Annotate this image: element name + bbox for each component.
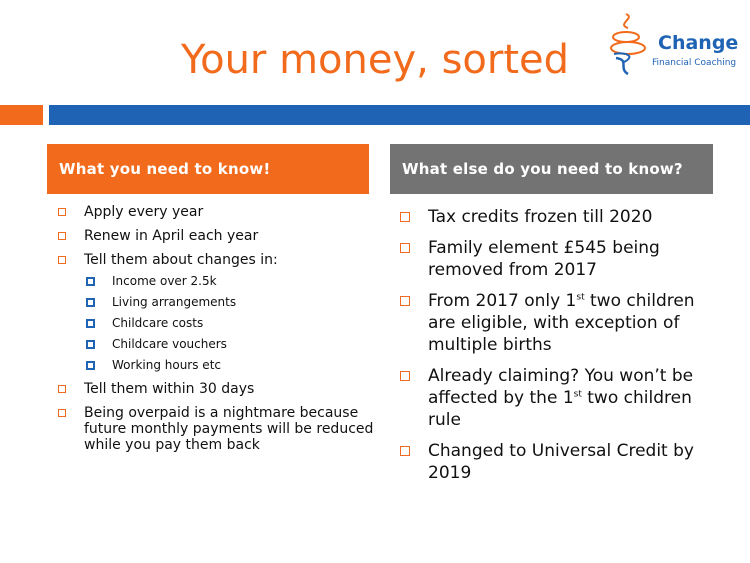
- sub-list-item-text: Living arrangements: [112, 295, 237, 309]
- list-item-text: Being overpaid is a nightmare because future monthly payments will be reduced while you pay them back: [84, 405, 374, 453]
- sub-bullet-list: [84, 274, 378, 373]
- slide-title: Your money, sorted: [180, 37, 570, 83]
- left-bullet-list: [58, 204, 378, 461]
- text-part: two children rule: [428, 388, 692, 430]
- list-item: [58, 228, 378, 244]
- text-part: two children are eligible, with exception of multiple births: [428, 291, 695, 355]
- filled-square-bullet-icon: [86, 277, 95, 286]
- list-item-text: Tell them within 30 days: [84, 381, 255, 397]
- list-item-text: Tax credits frozen till 2020: [428, 207, 653, 227]
- list-item-text: [428, 291, 695, 355]
- left-panel-header: What you need to know!: [47, 144, 369, 194]
- square-bullet-icon: [400, 371, 410, 381]
- sub-list-item-text: Income over 2.5k: [112, 274, 217, 288]
- square-bullet-icon: [58, 208, 66, 216]
- accent-bar-orange: [0, 105, 43, 125]
- list-item: [398, 365, 718, 431]
- square-bullet-icon: [58, 256, 66, 264]
- filled-square-bullet-icon: [86, 298, 95, 307]
- list-item: [398, 206, 718, 228]
- swirl-logo-icon: [606, 10, 656, 80]
- ordinal-suffix: st: [573, 389, 582, 400]
- text-part: Already claiming? You won’t be affected by the 1: [428, 366, 694, 408]
- list-item: [398, 290, 718, 356]
- square-bullet-icon: [58, 385, 66, 393]
- logo-subtitle: Financial Coaching: [652, 58, 737, 68]
- sub-list-item: [86, 295, 378, 310]
- company-logo: [606, 10, 746, 80]
- square-bullet-icon: [400, 296, 410, 306]
- list-item: [58, 204, 378, 220]
- sub-list-item: [86, 316, 378, 331]
- sub-list-item: [86, 358, 378, 373]
- square-bullet-icon: [400, 446, 410, 456]
- sub-list-item: [86, 274, 378, 289]
- square-bullet-icon: [58, 232, 66, 240]
- text-part: From 2017 only 1: [428, 291, 577, 311]
- filled-square-bullet-icon: [86, 340, 95, 349]
- accent-bar-blue: [49, 105, 750, 125]
- list-item-text: Renew in April each year: [84, 228, 259, 244]
- ordinal-suffix: st: [576, 292, 585, 303]
- filled-square-bullet-icon: [86, 361, 95, 370]
- list-item: [58, 252, 378, 373]
- sub-list-item-text: Childcare costs: [112, 316, 204, 330]
- list-item-text: [428, 366, 693, 430]
- sub-list-item-text: Working hours etc: [112, 358, 221, 372]
- list-item-text: Changed to Universal Credit by 2019: [428, 441, 694, 483]
- right-panel-header: What else do you need to know?: [390, 144, 713, 194]
- list-item: [398, 237, 718, 281]
- square-bullet-icon: [58, 409, 66, 417]
- list-item-text: Family element £545 being removed from 2017: [428, 238, 660, 280]
- right-bullet-list: [398, 206, 718, 493]
- list-item-text: Tell them about changes in:: [84, 252, 278, 268]
- list-item: [58, 381, 378, 397]
- sub-list-item-text: Childcare vouchers: [112, 337, 227, 351]
- square-bullet-icon: [400, 212, 410, 222]
- list-item: [398, 440, 718, 484]
- sub-list-item: [86, 337, 378, 352]
- list-item-text: Apply every year: [84, 204, 204, 220]
- logo-name: Change: [658, 32, 739, 54]
- square-bullet-icon: [400, 243, 410, 253]
- filled-square-bullet-icon: [86, 319, 95, 328]
- list-item: [58, 405, 378, 453]
